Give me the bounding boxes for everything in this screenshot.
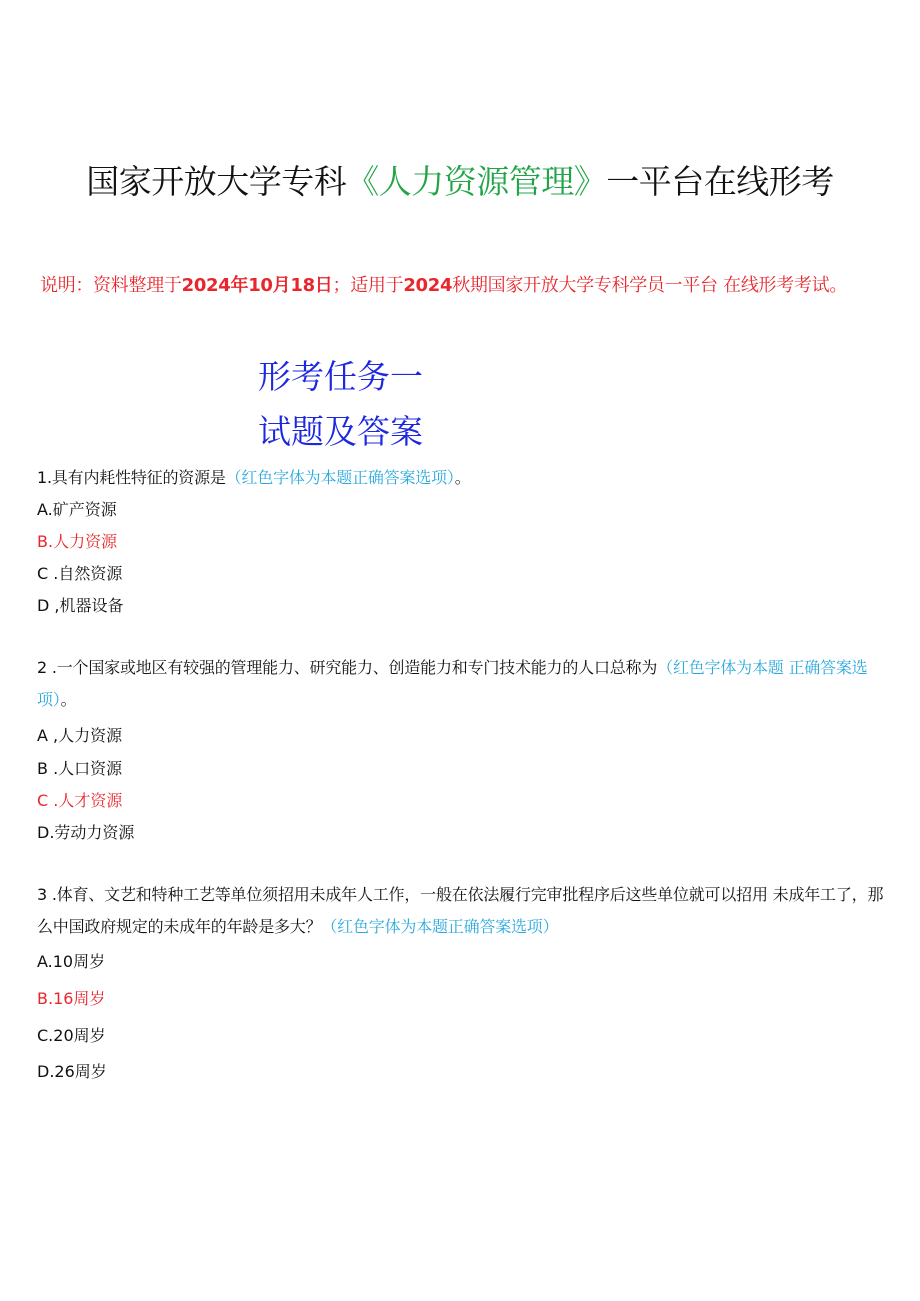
option-1a: A.矿产资源 bbox=[37, 500, 117, 519]
question-3 bbox=[37, 879, 892, 943]
document-title bbox=[0, 160, 920, 204]
note-part3: 秋期国家开放大学专科学员一平台 在线形考考试。 bbox=[452, 275, 848, 296]
title-suffix: 一平台在线形考 bbox=[606, 162, 834, 201]
question-1 bbox=[37, 462, 892, 494]
question-hint: （红色字体为本题 正确答案选项） bbox=[37, 658, 868, 709]
option-2b: B .人口资源 bbox=[37, 759, 123, 778]
document-note bbox=[40, 269, 902, 302]
note-part2: ；适用于 bbox=[332, 275, 404, 296]
title-course-name: 《人力资源管理》 bbox=[346, 162, 607, 201]
option-2c-correct: C .人才资源 bbox=[37, 791, 123, 810]
option-1d: D ,机器设备 bbox=[37, 596, 124, 615]
question-text: 2 .一个国家或地区有较强的管理能力、研究能力、创造能力和专门技术能力的人口总称为 bbox=[37, 658, 658, 677]
question-text: 1.具有内耗性特征的资源是 bbox=[37, 468, 226, 487]
note-term: 2024 bbox=[403, 275, 453, 296]
section-heading-task: 形考任务一 bbox=[258, 357, 423, 396]
option-3a: A.10周岁 bbox=[37, 952, 106, 971]
question-text: 3 .体育、文艺和特种工艺等单位须招用未成年人工作，一般在依法履行完审批程序后这些单位就可以招用 未成年工了，那么中国政府规定的未成年的年龄是多大？ bbox=[37, 885, 884, 936]
option-3d: D.26周岁 bbox=[37, 1062, 107, 1081]
title-prefix: 国家开放大学专科 bbox=[86, 162, 347, 201]
section-heading-answers: 试题及答案 bbox=[258, 412, 423, 451]
note-part1: 说明：资料整理于 bbox=[40, 275, 182, 296]
question-2 bbox=[37, 652, 892, 716]
option-1b-correct: B.人力资源 bbox=[37, 532, 118, 551]
question-tail: 。 bbox=[454, 468, 471, 487]
option-3b-correct: B.16周岁 bbox=[37, 989, 106, 1008]
option-2a: A ,人力资源 bbox=[37, 726, 123, 745]
option-2d: D.劳动力资源 bbox=[37, 823, 135, 842]
question-hint: （红色字体为本题正确答案选项） bbox=[225, 468, 455, 487]
option-3c: C.20周岁 bbox=[37, 1026, 106, 1045]
option-1c: C .自然资源 bbox=[37, 564, 123, 583]
question-hint: （红色字体为本题正确答案选项） bbox=[321, 917, 559, 936]
question-tail: 。 bbox=[60, 690, 77, 709]
note-date: 2024年10月18日 bbox=[181, 275, 333, 296]
